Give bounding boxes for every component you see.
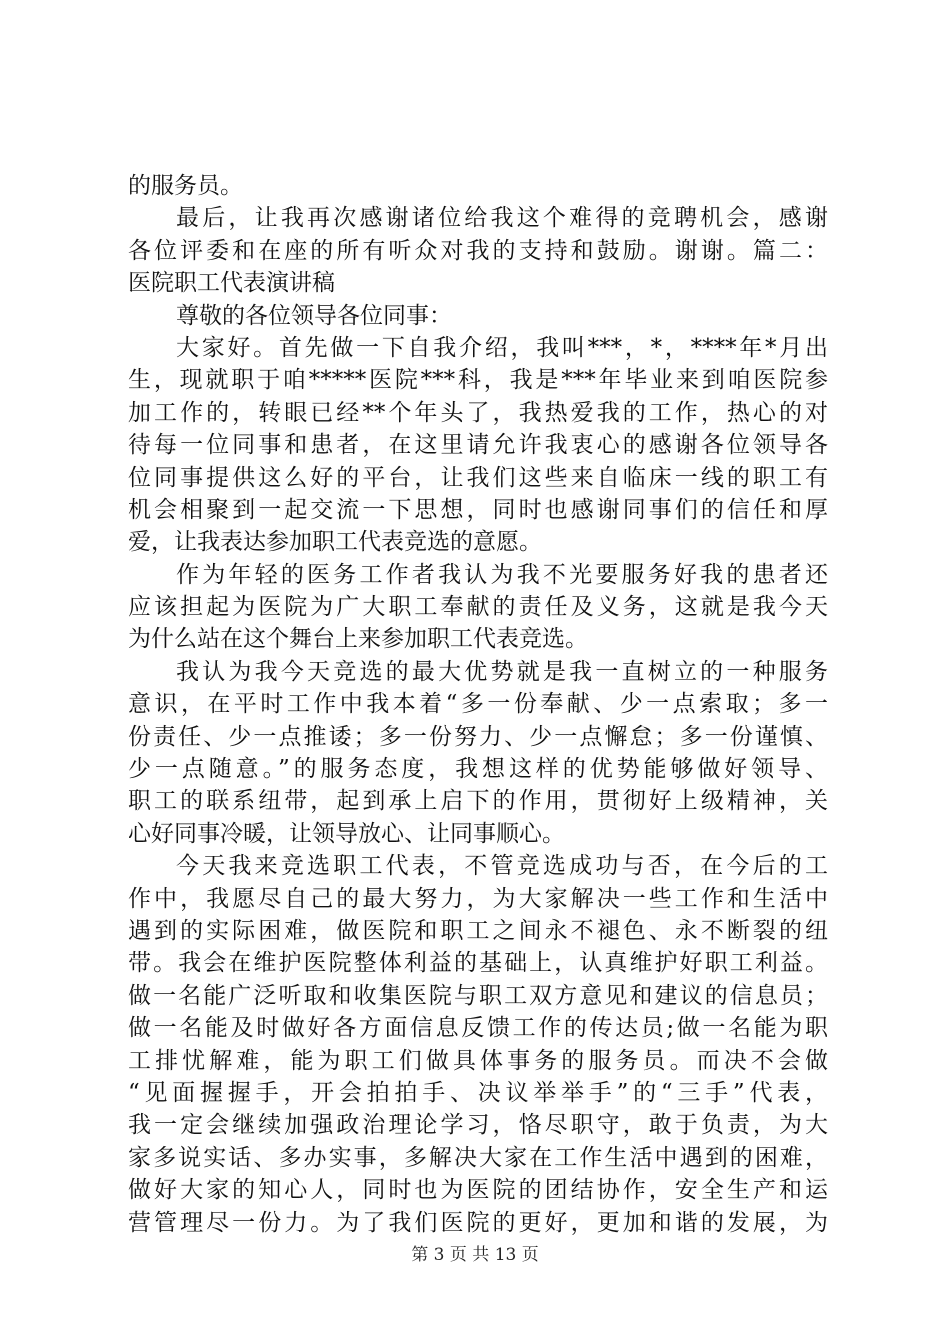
body-line: 做一名能及时做好各方面信息反馈工作的传达员;做一名能为职 (128, 1015, 828, 1042)
body-line: 爱，让我表达参加职工代表竞选的意愿。 (128, 529, 542, 556)
body-line: 作为年轻的医务工作者我认为我不光要服务好我的患者还 (176, 561, 828, 588)
body-line: 大家好。首先做一下自我介绍，我叫***，*，****年*月出 (176, 334, 828, 361)
body-line: 的服务员。 (128, 173, 243, 199)
section-heading: 医院职工代表演讲稿 (128, 270, 335, 297)
body-line: 待每一位同事和患者，在这里请允许我衷心的感谢各位领导各 (128, 432, 828, 459)
body-line: 做好大家的知心人，同时也为医院的团结协作，安全生产和运 (128, 1177, 828, 1204)
body-line: 我认为我今天竞选的最大优势就是我一直树立的一种服务 (176, 658, 828, 685)
body-line: 最后，让我再次感谢诸位给我这个难得的竞聘机会，感谢 (176, 205, 828, 232)
body-line: 今天我来竞选职工代表，不管竞选成功与否，在今后的工 (176, 853, 828, 880)
body-line: 各位评委和在座的所有听众对我的支持和鼓励。谢谢。篇二： (128, 237, 828, 264)
document-body (128, 170, 828, 1239)
page-footer (0, 1240, 950, 1265)
body-line: 少一点随意。”的服务态度，我想这样的优势能够做好领导、 (128, 756, 828, 783)
body-line: 份责任、少一点推诿；多一份努力、少一点懈怠；多一份谨慎、 (128, 723, 828, 750)
body-line: 遇到的实际困难，做医院和职工之间永不褪色、永不断裂的纽 (128, 917, 828, 944)
page-number-label: 第 3 页 共 13 页 (411, 1245, 539, 1265)
body-line: 我一定会继续加强政治理论学习，恪尽职守，敢于负责，为大 (128, 1112, 828, 1139)
body-line: 职工的联系纽带，起到承上启下的作用，贯彻好上级精神，关 (128, 788, 828, 815)
body-line: 家多说实话、多办实事，多解决大家在工作生活中遇到的困难， (128, 1144, 828, 1171)
body-line: 意识，在平时工作中我本着“多一份奉献、少一点索取；多一 (128, 691, 828, 718)
body-line: 做一名能广泛听取和收集医院与职工双方意见和建议的信息员； (128, 982, 828, 1009)
body-line: 机会相聚到一起交流一下思想，同时也感谢同事们的信任和厚 (128, 496, 828, 523)
body-line: 工排忧解难，能为职工们做具体事务的服务员。而决不会做 (128, 1047, 828, 1074)
body-line: 加工作的，转眼已经**个年头了，我热爱我的工作，热心的对 (128, 399, 828, 426)
body-line: 位同事提供这么好的平台，让我们这些来自临床一线的职工有 (128, 464, 828, 491)
body-line: 应该担起为医院为广大职工奉献的责任及义务，这就是我今天 (128, 594, 828, 621)
salutation: 尊敬的各位领导各位同事： (176, 302, 452, 329)
body-line: 作中，我愿尽自己的最大努力，为大家解决一些工作和生活中 (128, 885, 828, 912)
body-line: 带。我会在维护医院整体利益的基础上，认真维护好职工利益。 (128, 950, 828, 977)
body-line: 生，现就职于咱*****医院***科，我是***年毕业来到咱医院参 (128, 367, 828, 394)
body-line: “见面握握手，开会拍拍手、决议举举手”的“三手”代表， (128, 1079, 828, 1106)
body-line: 为什么站在这个舞台上来参加职工代表竞选。 (128, 626, 588, 653)
body-line: 营管理尽一份力。为了我们医院的更好，更加和谐的发展，为 (128, 1209, 828, 1236)
body-line: 心好同事冷暖，让领导放心、让同事顺心。 (128, 820, 565, 847)
